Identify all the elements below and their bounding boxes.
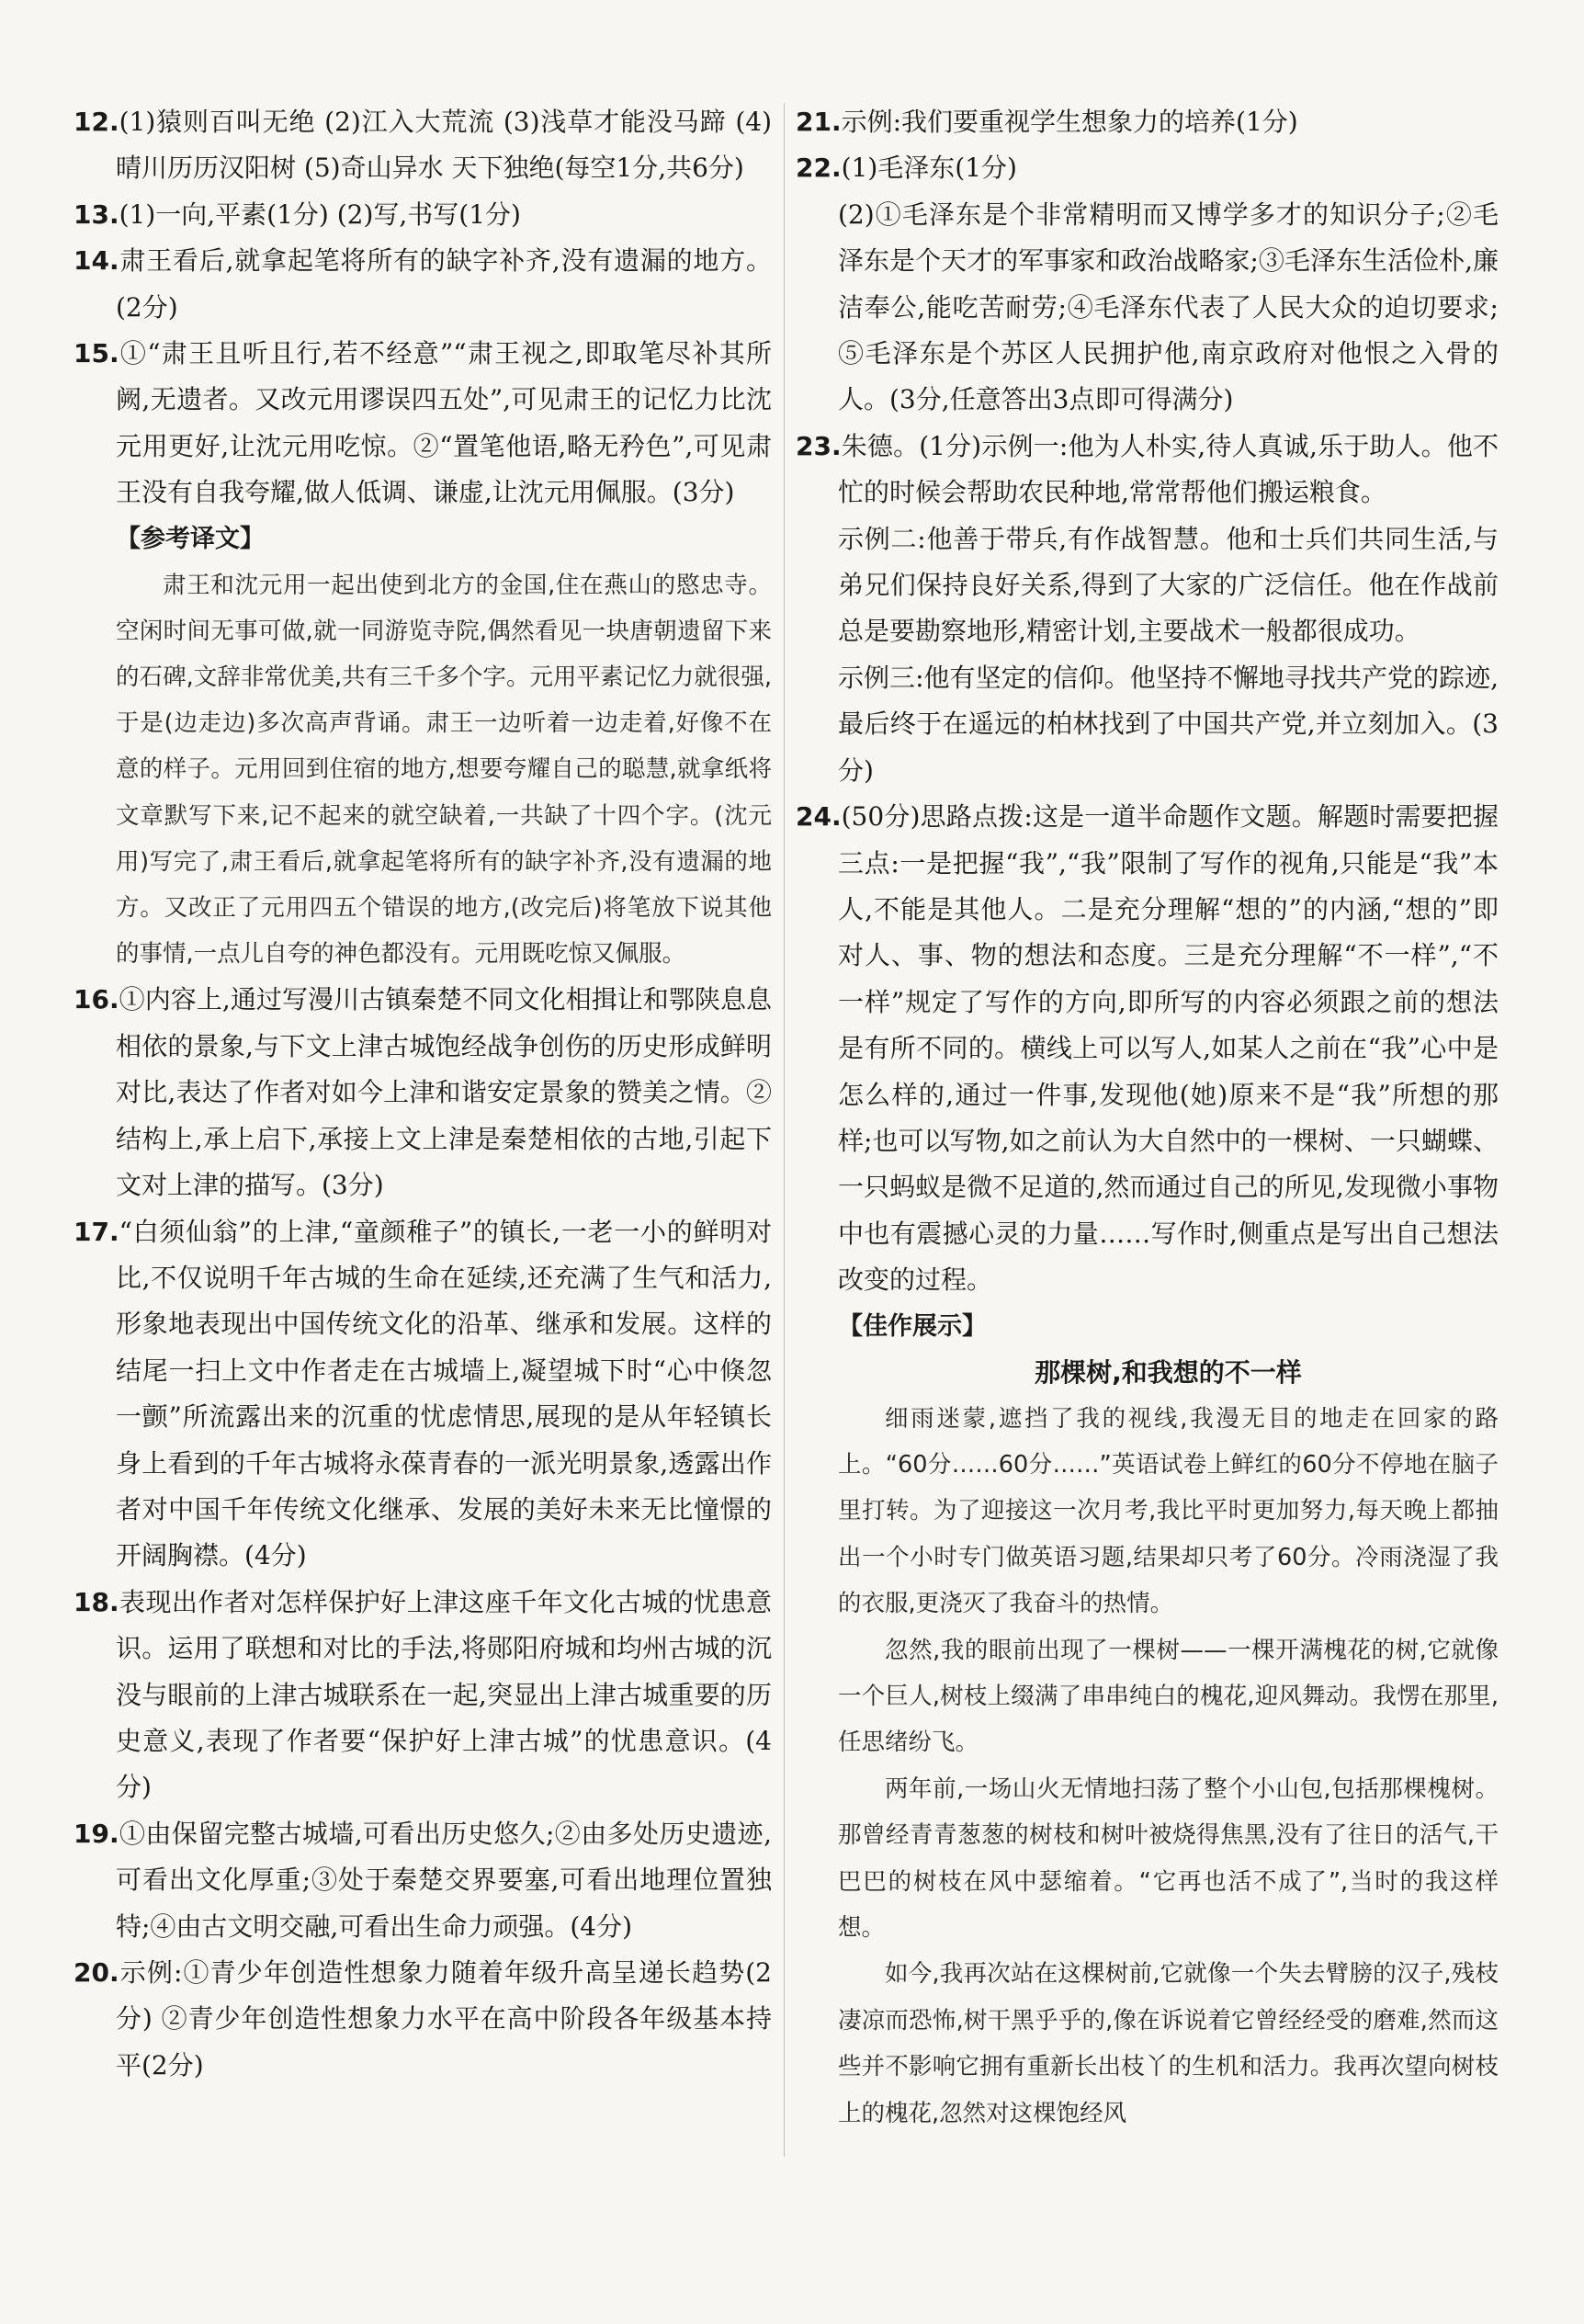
answer-21: 21.示例:我们要重视学生想象力的培养(1分) bbox=[796, 107, 1298, 137]
answer-24: 24.(50分)思路点拨:这是一道半命题作文题。解题时需要把握三点:一是把握“我”,“我”限制了写作的视角,只能是“我”本人,不能是其他人。二是充分理解“想的”的内涵,“想的”即对人、事、物的想法和态度。三是充分理解“不一样”,“不一样”规定了写作的方向,即所写的内容必须跟之前的想法是有所不同的。横线上可以写人,如某人之前在“我”心中是怎么样的,通过一件事,发现他(她)原来不是“我”所想的那样;也可以写物,如之前认为大自然中的一棵树、一只蝴蝶、一只蚂蚁是微不足道的,然而通过自己的所见,发现微小事物中也有震撼心灵的力量……写作时,侧重点是写出自己想法改变的过程。 bbox=[796, 801, 1499, 1296]
answer-13: 13.(1)一向,平素(1分) (2)写,书写(1分) bbox=[74, 198, 521, 230]
answer-14: 14.肃王看后,就拿起笔将所有的缺字补齐,没有遗漏的地方。(2分) bbox=[74, 245, 772, 323]
showcase-heading: 【佳作展示】 bbox=[838, 1311, 987, 1341]
showcase-block bbox=[796, 1304, 1499, 2137]
translation-block bbox=[74, 516, 772, 978]
essay-paragraph-2: 忽然,我的眼前出现了一棵树——一棵开满槐花的树,它就像一个巨人,树枝上缀满了串串纯白的槐花,迎风舞动。我愣在那里,任思绪纷飞。 bbox=[838, 1636, 1499, 1757]
column-divider bbox=[784, 103, 785, 2157]
answer-23-example2: 示例二:他善于带兵,有作战智慧。他和士兵们共同生活,与弟兄们保持良好关系,得到了大家的广泛信任。他在作战前总是要勘察地形,精密计划,主要战术一般都很成功。 bbox=[838, 523, 1499, 647]
answer-17: 17.“白须仙翁”的上津,“童颜稚子”的镇长,一老一小的鲜明对比,不仅说明千年古城的生命在延续,还充满了生气和活力,形象地表现出中国传统文化的沿革、继承和发展。这样的结尾一扫上文中作者走在古城墙上,凝望城下时“心中倏忽一颤”所流露出来的沉重的忧虑情思,展现的是从年轻镇长身上看到的千年古城将永葆青春的一派光明景象,透露出作者对中国千年传统文化继承、发展的美好未来无比憧憬的开阔胸襟。(4分) bbox=[74, 1216, 772, 1571]
essay-paragraph-3: 两年前,一场山火无情地扫荡了整个小山包,包括那棵槐树。那曾经青青葱葱的树枝和树叶被烧得焦黑,没有了往日的活气,干巴巴的树枝在风中瑟缩着。“它再也活不成了”,当时的我这样想。 bbox=[838, 1774, 1499, 1943]
essay-paragraph-4: 如今,我再次站在这棵树前,它就像一个失去臂膀的汉子,残枝凄凉而恐怖,树干黑乎乎的,像在诉说着它曾经经受的磨难,然而这些并不影响它拥有重新长出枝丫的生机和活力。我再次望向树枝上的槐花,忽然对这棵饱经风 bbox=[838, 1960, 1499, 2127]
answer-12: 12.(1)猿则百叫无绝 (2)江入大荒流 (3)浅草才能没马蹄 (4)晴川历历汉阳树 (5)奇山异水 天下独绝(每空1分,共6分) bbox=[74, 107, 772, 184]
answer-22-part2: (2)①毛泽东是个非常精明而又博学多才的知识分子;②毛泽东是个天才的军事家和政治战略家;③毛泽东生活俭朴,廉洁奉公,能吃苦耐劳;④毛泽东代表了人民大众的迫切要求;⑤毛泽东是个苏区人民拥护他,南京政府对他恨之入骨的人。(3分,任意答出3点即可得满分) bbox=[838, 198, 1499, 415]
answer-23-example3: 示例三:他有坚定的信仰。他坚持不懈地寻找共产党的踪迹,最后终于在遥远的柏林找到了中国共产党,并立刻加入。(3分) bbox=[838, 662, 1499, 786]
left-column bbox=[74, 99, 772, 2089]
answer-18: 18.表现出作者对怎样保护好上津这座千年文化古城的忧患意识。运用了联想和对比的手法,将郧阳府城和均州古城的沉没与眼前的上津古城联系在一起,突显出上津古城重要的历史意义,表现了作者要“保护好上津古城”的忧患意识。(4分) bbox=[74, 1586, 772, 1803]
answer-16: 16.①内容上,通过写漫川古镇秦楚不同文化相揖让和鄂陕息息相依的景象,与下文上津古城饱经战争创伤的历史形成鲜明对比,表达了作者对如今上津和谐安定景象的赞美之情。②结构上,承上启下,承接上文上津是秦楚相依的古地,引起下文对上津的描写。(3分) bbox=[74, 984, 772, 1201]
essay-title: 那棵树,和我想的不一样 bbox=[1035, 1356, 1302, 1388]
translation-text: 肃王和沈元用一起出使到北方的金国,住在燕山的愍忠寺。空闲时间无事可做,就一同游览寺院,偶然看见一块唐朝遗留下来的石碑,文辞非常优美,共有三千多个字。元用平素记忆力就很强,于是(边走边)多次高声背诵。肃王一边听着一边走着,好像不在意的样子。元用回到住宿的地方,想要夸耀自己的聪慧,就拿纸将文章默写下来,记不起来的就空缺着,一共缺了十四个字。(沈元用)写完了,肃王看后,就拿起笔将所有的缺字补齐,没有遗漏的地方。又改正了元用四五个错误的地方,(改完后)将笔放下说其他的事情,一点儿自夸的神色都没有。元用既吃惊又佩服。 bbox=[116, 571, 772, 969]
answer-19: 19.①由保留完整古城墙,可看出历史悠久;②由多处历史遗迹,可看出文化厚重;③处于秦楚交界要塞,可看出地理位置独特;④由古文明交融,可看出生命力顽强。(4分) bbox=[74, 1818, 772, 1942]
answer-15: 15.①“肃王且听且行,若不经意”“肃王视之,即取笔尽补其所阙,无遗者。又改元用谬误四五处”,可见肃王的记忆力比沈元用更好,让沈元用吃惊。②“置笔他语,略无矜色”,可见肃王没有自我夸耀,做人低调、谦虚,让沈元用佩服。(3分) bbox=[74, 338, 772, 508]
answer-22: 22.(1)毛泽东(1分) bbox=[796, 153, 1017, 184]
answer-23: 23.朱德。(1分)示例一:他为人朴实,待人真诚,乐于助人。他不忙的时候会帮助农民种地,常常帮他们搬运粮食。 bbox=[796, 430, 1499, 508]
translation-heading: 【参考译文】 bbox=[116, 524, 265, 553]
right-column bbox=[796, 99, 1499, 2137]
answer-20: 20.示例:①青少年创造性想象力随着年级升高呈递长趋势(2分) ②青少年创造性想象力水平在高中阶段各年级基本持平(2分) bbox=[74, 1957, 772, 2080]
essay-paragraph-1: 细雨迷蒙,遮挡了我的视线,我漫无目的地走在回家的路上。“60分……60分……”英语试卷上鲜红的60分不停地在脑子里打转。为了迎接这一次月考,我比平时更加努力,每天晚上都抽出一个小时专门做英语习题,结果却只考了60分。冷雨浇湿了我的衣服,更浇灭了我奋斗的热情。 bbox=[838, 1404, 1499, 1618]
